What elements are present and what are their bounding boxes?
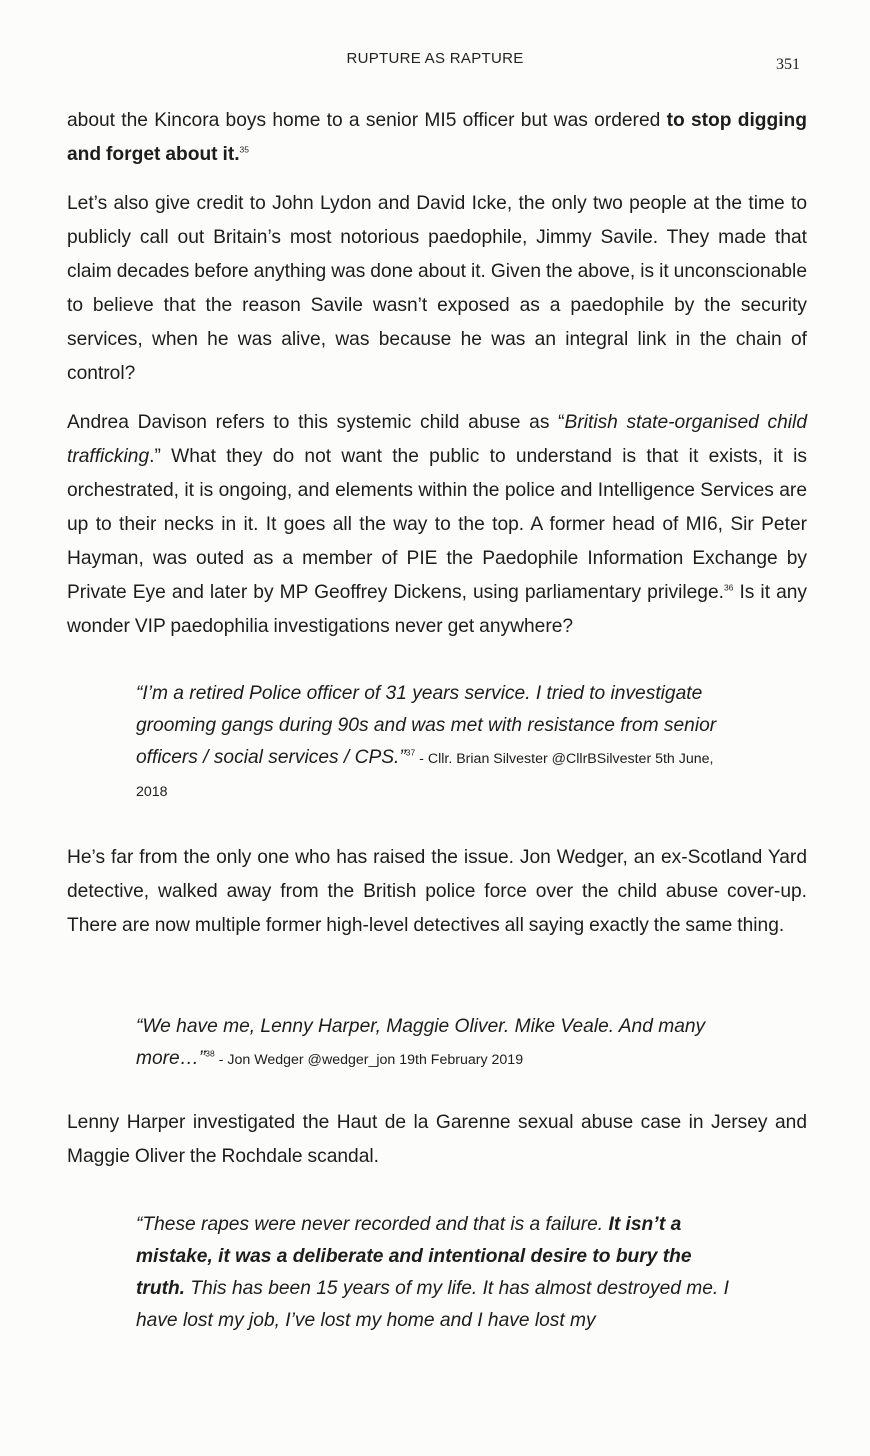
- footnote-ref: 37: [405, 747, 416, 758]
- paragraph-harper: [67, 1106, 807, 1174]
- paragraph-davison: [67, 406, 807, 644]
- quote-wedger: [136, 1011, 736, 1076]
- page-number: 351: [776, 56, 800, 73]
- paragraph-text: Is it any wonder VIP paedophilia investigations never get anywhere?: [67, 582, 808, 637]
- paragraph-text: Andrea Davison refers to this systemic child abuse as “: [67, 412, 565, 433]
- paragraph-kincora: [67, 104, 807, 172]
- quote-citation: - Jon Wedger @wedger_jon 19th February 2019: [214, 1052, 524, 1068]
- quote-rochdale: [136, 1209, 736, 1337]
- quote-text: “These rapes were never recorded and that is a failure.: [136, 1214, 609, 1235]
- paragraph-savile: [67, 187, 807, 391]
- paragraph-wedger: [67, 841, 807, 943]
- quote-citation: - Cllr. Brian Silvester @CllrBSilvester 5th June, 2018: [136, 751, 714, 800]
- bold-emphasis: to stop digging and forget about it.: [67, 110, 807, 165]
- paragraph-text: .” What they do not want the public to understand is that it exists, it is orchestrated, it is ongoing, and elements within the police and Intelligence Services are up to their necks in it. It goes all the way to the top. A former head of MI6, Sir Peter Hayman, was outed as a member of PIE the Paedophile Information Exchange by Private Eye and later by MP Geoffrey Dickens, using parliamentary privilege.: [67, 446, 807, 603]
- quote-text: This has been 15 years of my life. It has almost destroyed me. I have lost my job, I’ve lost my home and I have lost my: [136, 1278, 729, 1331]
- paragraph-text: Lenny Harper investigated the Haut de la Garenne sexual abuse case in Jersey and Maggie Oliver the Rochdale scandal.: [67, 1112, 807, 1167]
- paragraph-text: about the Kincora boys home to a senior MI5 officer but was ordered: [67, 110, 667, 131]
- footnote-ref: 35: [239, 144, 250, 155]
- running-header: RUPTURE AS RAPTURE: [346, 50, 524, 67]
- quote-silvester: [136, 678, 736, 808]
- footnote-ref: 38: [205, 1048, 215, 1059]
- bold-emphasis: It isn’t a mistake, it was a deliberate and intentional desire to bury the truth.: [136, 1214, 692, 1299]
- paragraph-text: He’s far from the only one who has raised the issue. Jon Wedger, an ex-Scotland Yard detective, walked away from the British police force over the child abuse cover-up. There are now multiple former high-level detectives all saying exactly the same thing.: [67, 847, 807, 936]
- italic-emphasis: British state-organised child trafficking: [67, 412, 807, 467]
- quote-text: “We have me, Lenny Harper, Maggie Oliver. Mike Veale. And many more…”: [136, 1016, 706, 1069]
- footnote-ref: 36: [723, 582, 734, 593]
- paragraph-text: Let’s also give credit to John Lydon and David Icke, the only two people at the time to publicly call out Britain’s most notorious paedophile, Jimmy Savile. They made that claim decades before anything was done about it. Given the above, is it unconscionable to believe that the reason Savile wasn’t exposed as a paedophile by the security services, when he was alive, was because he was an integral link in the chain of control?: [67, 193, 807, 384]
- quote-text: “I’m a retired Police officer of 31 years service. I tried to investigate grooming gangs during 90s and was met with resistance from senior officers / social services / CPS.”: [136, 683, 717, 768]
